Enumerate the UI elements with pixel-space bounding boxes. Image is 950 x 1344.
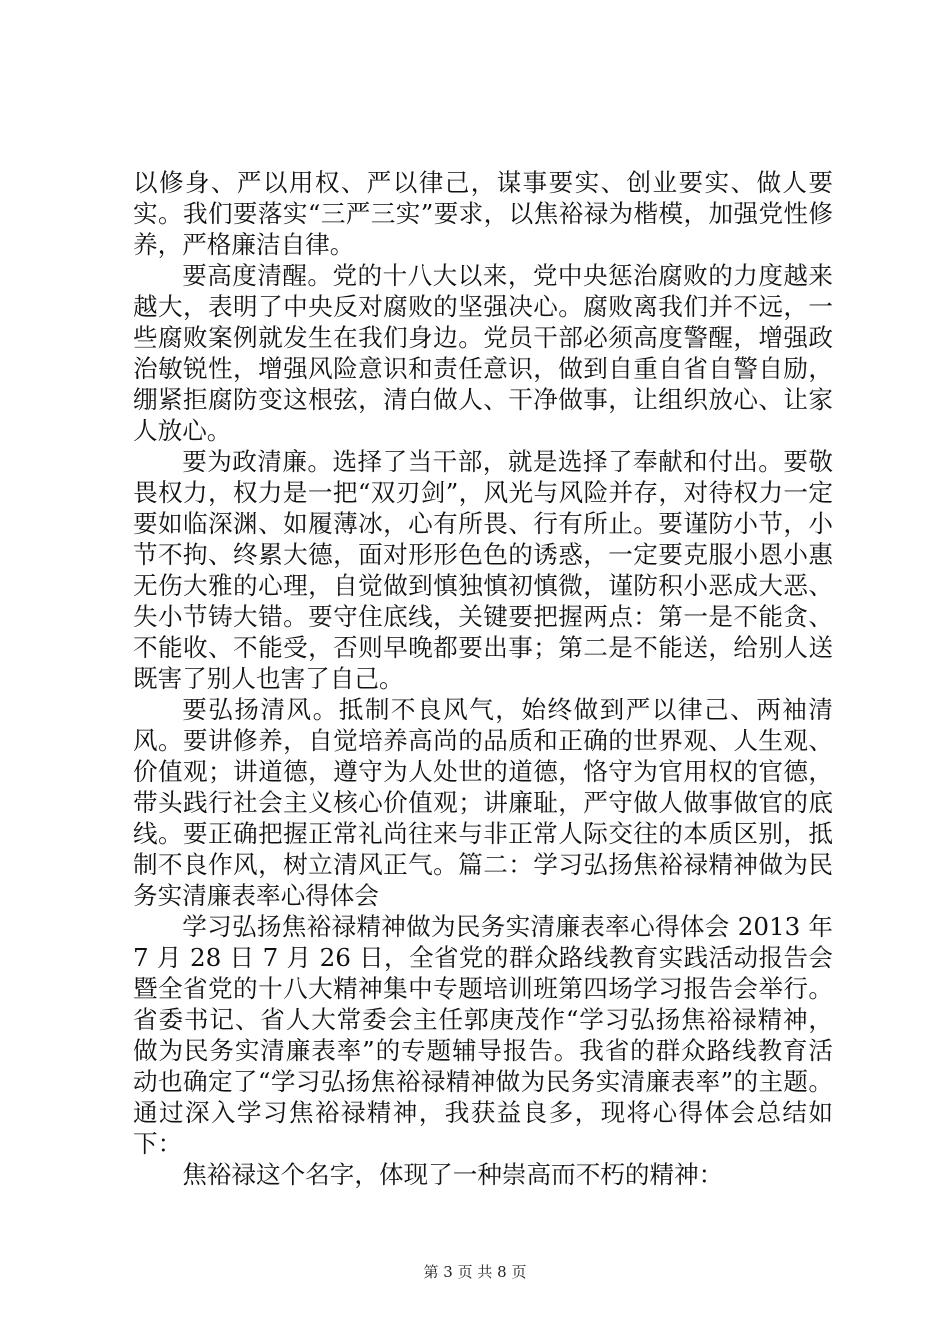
paragraph-continuation: 以修身、严以用权、严以律己，谋事要实、创业要实、做人要实。我们要落实“三严三实”要求，以焦裕禄为楷模，加强党性修养，严格廉洁自律。 [133, 168, 833, 259]
paragraph-jiao-yulu-spirit: 焦裕禄这个名字，体现了一种崇高而不朽的精神： [182, 1160, 724, 1189]
paragraph-promote-integrity: 要弘扬清风。抵制不良风气，始终做到严以律己、两袖清风。要讲修养，自觉培养高尚的品质和正确的世界观、人生观、价值观；讲道德，遵守为人处世的道德，恪守为官用权的官德，带头践行社会主义核心价值观；讲廉耻，严守做人做事做官的底线。要正确把握正常礼尚往来与非正常人际交往的本质区别，抵制不良作风，树立清风正气。篇二：学习弘扬焦裕禄精神做为民务实清廉表率心得体会 [133, 695, 833, 910]
paragraph-study-report: 学习弘扬焦裕禄精神做为民务实清廉表率心得体会 2013 年 7 月 28 日 7 月 26 日，全省党的群众路线教育实践活动报告会暨全省党的十八大精神集中专题培训班第四场学习报告会举行。省委书记、省人大常委会主任郭庚茂作“学习弘扬焦裕禄精神，做为民务实清廉表率”的专题辅导报告。我省的群众路线教育活动也确定了“学习弘扬焦裕禄精神做为民务实清廉表率”的主题。通过深入学习焦裕禄精神，我获益良多，现将心得体会总结如下： [133, 912, 833, 1158]
paragraph-stay-alert: 要高度清醒。党的十八大以来，党中央惩治腐败的力度越来越大，表明了中央反对腐败的坚强决心。腐败离我们并不远，一些腐败案例就发生在我们身边。党员干部必须高度警醒，增强政治敏锐性，增强风险意识和责任意识，做到自重自省自警自励，绷紧拒腐防变这根弦，清白做人、干净做事，让组织放心、让家人放心。 [133, 261, 833, 445]
paragraph-clean-governance: 要为政清廉。选择了当干部，就是选择了奉献和付出。要敬畏权力，权力是一把“双刃剑”，风光与风险并存，对待权力一定要如临深渊、如履薄冰，心有所畏、行有所止。要谨防小节，小节不拘、终累大德，面对形形色色的诱惑，一定要克服小恩小惠无伤大雅的心理，自觉做到慎独慎初慎微，谨防积小恶成大恶、失小节铸大错。要守住底线，关键要把握两点：第一是不能贪、不能收、不能受，否则早晚都要出事；第二是不能送，给别人送既害了别人也害了自己。 [133, 447, 833, 693]
document-body [133, 167, 833, 1190]
page-footer: 第 3 页 共 8 页 [423, 1263, 527, 1281]
